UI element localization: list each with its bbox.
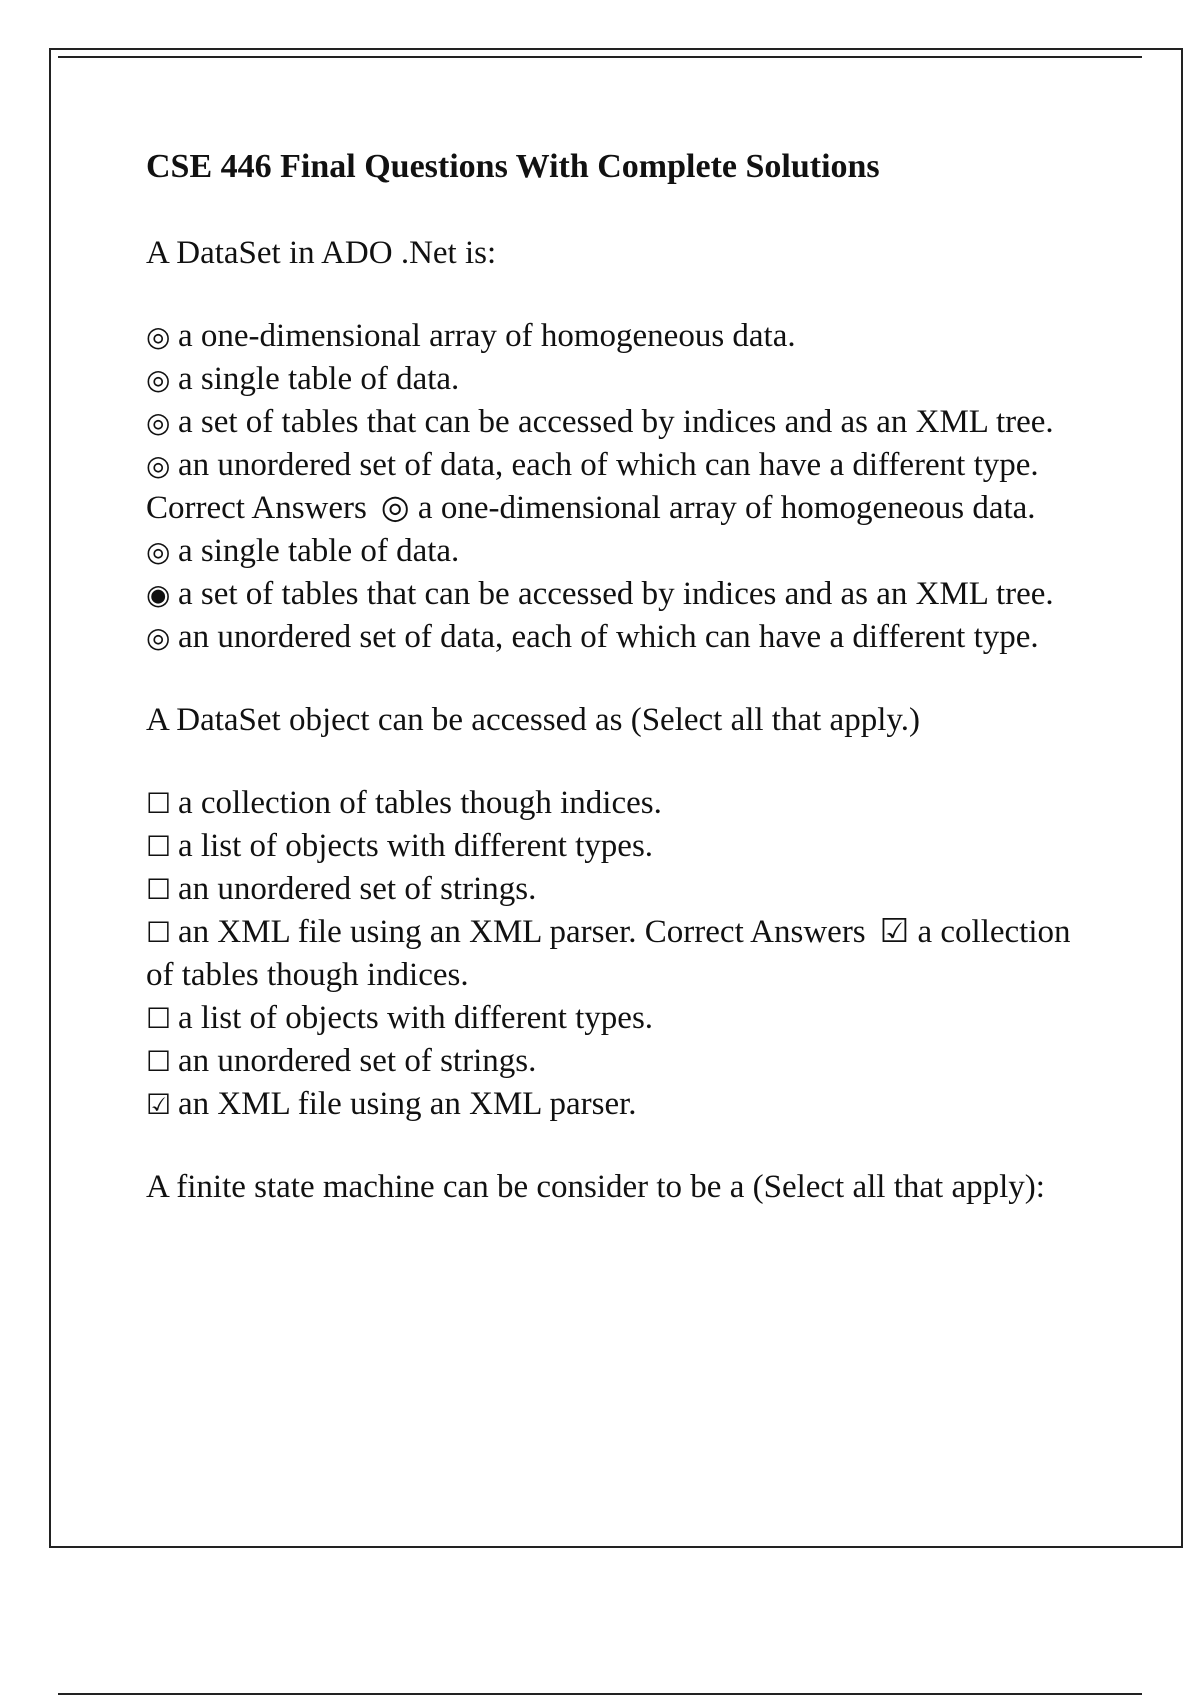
- header-rule: [58, 56, 1142, 58]
- document-title: CSE 446 Final Questions With Complete Solutions: [146, 148, 880, 185]
- radio-icon: ◎: [146, 406, 171, 439]
- radio-icon: ◎: [146, 363, 171, 396]
- radio-icon: ◎: [146, 535, 171, 568]
- answer-item: [146, 997, 1086, 1040]
- option-text: a one-dimensional array of homogeneous data.: [178, 318, 796, 354]
- answer-item: [146, 1040, 1086, 1083]
- radio-icon: ◎: [146, 449, 171, 482]
- answer-item: [146, 1083, 1086, 1126]
- footer-rule: [58, 1693, 1142, 1695]
- option-item: [146, 401, 1086, 444]
- option-item: [146, 782, 1086, 825]
- checkbox-icon: ☐: [146, 787, 172, 820]
- checkbox-icon: ☐: [146, 873, 172, 906]
- option-text: an XML file using an XML parser. Correct Answers: [178, 914, 866, 950]
- option-text: a set of tables that can be accessed by indices and as an XML tree.: [178, 404, 1054, 440]
- checkbox-checked-icon: ☑: [879, 914, 910, 950]
- option-text: a list of objects with different types.: [178, 828, 654, 864]
- option-item: [146, 868, 1086, 911]
- radio-icon: ◎: [146, 320, 171, 353]
- option-text: a collection of tables though indices.: [178, 785, 662, 821]
- checkbox-icon: ☐: [146, 1002, 172, 1035]
- question-1-prompt: A DataSet in ADO .Net is:: [146, 235, 497, 271]
- question-3-prompt: A finite state machine can be consider to be a (Select all that apply):: [146, 1169, 1045, 1205]
- option-item: [146, 911, 1086, 997]
- option-item: [146, 358, 1086, 401]
- option-text: a single table of data.: [178, 361, 460, 397]
- option-item: [146, 444, 1086, 530]
- answer-text: a single table of data.: [178, 533, 460, 569]
- option-text: an unordered set of data, each of which can have a different type. Correct Answers: [146, 447, 1039, 526]
- answer-item: [146, 573, 1086, 616]
- checkbox-icon: ☐: [146, 830, 172, 863]
- radio-selected-icon: ◉: [146, 578, 171, 611]
- answer-text: an XML file using an XML parser.: [178, 1086, 637, 1122]
- checkbox-icon: ☐: [146, 1045, 172, 1078]
- option-item: [146, 825, 1086, 868]
- radio-icon: ◎: [146, 621, 171, 654]
- option-item: [146, 315, 1086, 358]
- answer-item: [146, 530, 1086, 573]
- document-body: [146, 142, 1086, 1249]
- answer-text: an unordered set of strings.: [178, 1043, 537, 1079]
- option-text: an unordered set of strings.: [178, 871, 537, 907]
- question-2-prompt: A DataSet object can be accessed as (Select all that apply.): [146, 702, 920, 738]
- question-1-options: [146, 315, 1086, 659]
- answer-text: a collection of tables though indices.: [146, 914, 1071, 993]
- checkbox-icon: ☐: [146, 916, 172, 949]
- checkbox-checked-icon: ☑: [146, 1088, 172, 1121]
- answer-text: a one-dimensional array of homogeneous data.: [417, 490, 1036, 526]
- answer-text: an unordered set of data, each of which can have a different type.: [178, 619, 1039, 655]
- answer-text: a list of objects with different types.: [178, 1000, 654, 1036]
- radio-icon: ◎: [380, 490, 410, 526]
- answer-item: [146, 616, 1086, 659]
- question-2-options: [146, 782, 1086, 1126]
- answer-text: a set of tables that can be accessed by indices and as an XML tree.: [178, 576, 1054, 612]
